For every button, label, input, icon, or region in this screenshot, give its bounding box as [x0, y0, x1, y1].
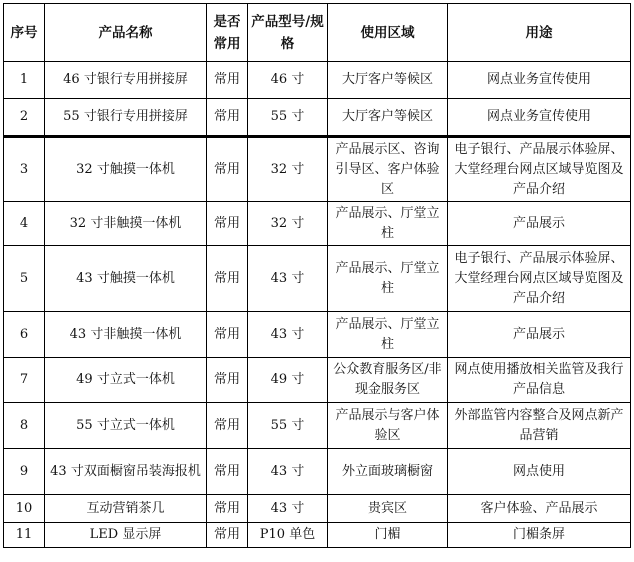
cell-name: 互动营销茶几: [45, 495, 207, 523]
cell-name: 43 寸双面橱窗吊装海报机: [45, 449, 207, 495]
table-row: [4, 495, 631, 523]
cell-name: 43 寸非触摸一体机: [45, 312, 207, 358]
cell-no: 5: [4, 246, 45, 312]
cell-area: 贵宾区: [328, 495, 448, 523]
header-common: 是否常用: [207, 4, 248, 62]
cell-use: 产品展示: [448, 202, 631, 246]
table-row: [4, 137, 631, 202]
cell-area: 门楣: [328, 523, 448, 548]
cell-name: 55 寸立式一体机: [45, 403, 207, 449]
table-row: [4, 202, 631, 246]
cell-area: 产品展示、厅堂立柱: [328, 246, 448, 312]
cell-spec: 32 寸: [248, 202, 328, 246]
cell-use: 网点使用播放相关监管及我行产品信息: [448, 358, 631, 403]
header-row: [4, 4, 631, 62]
cell-use: 产品展示: [448, 312, 631, 358]
table-row: [4, 449, 631, 495]
table-row: [4, 62, 631, 99]
cell-no: 10: [4, 495, 45, 523]
header-use: 用途: [448, 4, 631, 62]
cell-spec: 55 寸: [248, 99, 328, 137]
cell-no: 11: [4, 523, 45, 548]
cell-name: 43 寸触摸一体机: [45, 246, 207, 312]
cell-no: 6: [4, 312, 45, 358]
cell-spec: 43 寸: [248, 449, 328, 495]
cell-use: 电子银行、产品展示体验屏、大堂经理台网点区域导览图及产品介绍: [448, 246, 631, 312]
header-spec: 产品型号/规格: [248, 4, 328, 62]
cell-use: 网点使用: [448, 449, 631, 495]
cell-area: 大厅客户等候区: [328, 62, 448, 99]
cell-no: 9: [4, 449, 45, 495]
cell-common: 常用: [207, 523, 248, 548]
table-row: [4, 99, 631, 137]
cell-use: 网点业务宣传使用: [448, 99, 631, 137]
table-row: [4, 246, 631, 312]
table-row: [4, 358, 631, 403]
table-row: [4, 312, 631, 358]
cell-area: 外立面玻璃橱窗: [328, 449, 448, 495]
product-table: [3, 3, 631, 548]
cell-name: 32 寸触摸一体机: [45, 137, 207, 202]
cell-common: 常用: [207, 62, 248, 99]
cell-use: 网点业务宣传使用: [448, 62, 631, 99]
cell-name: 46 寸银行专用拼接屏: [45, 62, 207, 99]
header-area: 使用区域: [328, 4, 448, 62]
cell-area: 产品展示、厅堂立柱: [328, 202, 448, 246]
cell-no: 2: [4, 99, 45, 137]
cell-name: 49 寸立式一体机: [45, 358, 207, 403]
cell-common: 常用: [207, 495, 248, 523]
cell-common: 常用: [207, 202, 248, 246]
header-no: 序号: [4, 4, 45, 62]
cell-area: 大厅客户等候区: [328, 99, 448, 137]
cell-spec: P10 单色: [248, 523, 328, 548]
cell-use: 电子银行、产品展示体验屏、大堂经理台网点区域导览图及产品介绍: [448, 137, 631, 202]
cell-common: 常用: [207, 246, 248, 312]
cell-common: 常用: [207, 403, 248, 449]
cell-no: 3: [4, 137, 45, 202]
cell-use: 门楣条屏: [448, 523, 631, 548]
cell-area: 产品展示区、咨询引导区、客户体验区: [328, 137, 448, 202]
cell-area: 公众教育服务区/非现金服务区: [328, 358, 448, 403]
cell-use: 外部监管内容整合及网点新产品营销: [448, 403, 631, 449]
cell-no: 8: [4, 403, 45, 449]
cell-no: 1: [4, 62, 45, 99]
cell-spec: 55 寸: [248, 403, 328, 449]
cell-no: 7: [4, 358, 45, 403]
header-name: 产品名称: [45, 4, 207, 62]
cell-common: 常用: [207, 312, 248, 358]
cell-common: 常用: [207, 358, 248, 403]
cell-no: 4: [4, 202, 45, 246]
cell-name: LED 显示屏: [45, 523, 207, 548]
cell-common: 常用: [207, 449, 248, 495]
table-row: [4, 523, 631, 548]
cell-area: 产品展示、厅堂立柱: [328, 312, 448, 358]
cell-use: 客户体验、产品展示: [448, 495, 631, 523]
cell-common: 常用: [207, 99, 248, 137]
cell-spec: 43 寸: [248, 246, 328, 312]
cell-spec: 49 寸: [248, 358, 328, 403]
cell-name: 55 寸银行专用拼接屏: [45, 99, 207, 137]
cell-name: 32 寸非触摸一体机: [45, 202, 207, 246]
cell-spec: 32 寸: [248, 137, 328, 202]
cell-spec: 43 寸: [248, 495, 328, 523]
cell-spec: 43 寸: [248, 312, 328, 358]
cell-spec: 46 寸: [248, 62, 328, 99]
table-row: [4, 403, 631, 449]
cell-area: 产品展示与客户体验区: [328, 403, 448, 449]
cell-common: 常用: [207, 137, 248, 202]
